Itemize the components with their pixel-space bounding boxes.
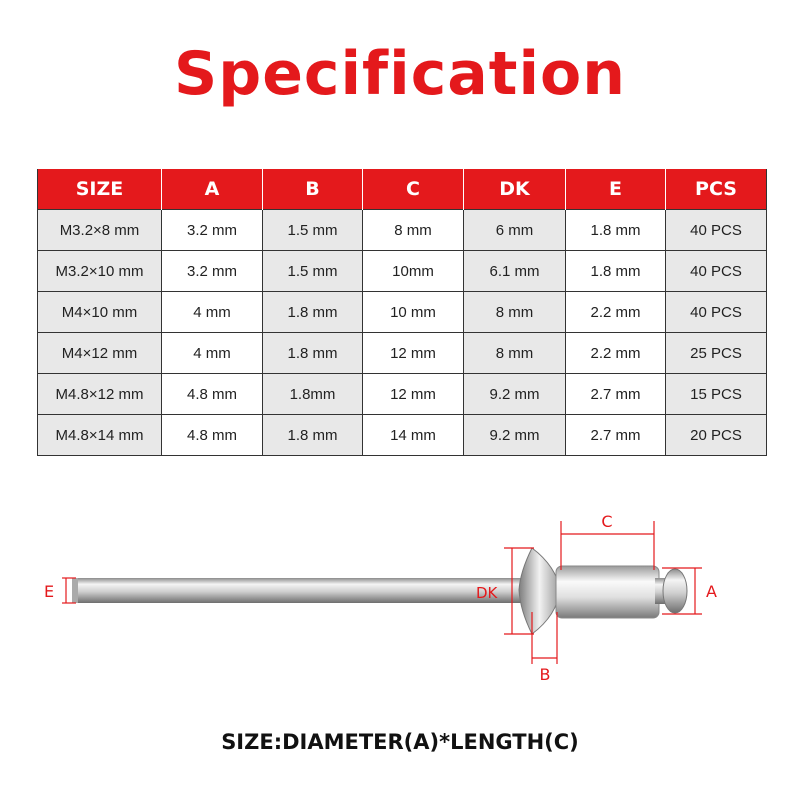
- cell-pcs: 25 PCS: [666, 333, 767, 374]
- header-pcs: PCS: [666, 169, 767, 210]
- cell-e: 2.7 mm: [566, 374, 666, 415]
- table-row: [38, 251, 767, 292]
- page-title: Specification: [174, 39, 626, 109]
- header-dk: DK: [464, 169, 566, 210]
- cell-c: 14 mm: [363, 415, 464, 456]
- cell-size: M4×12 mm: [38, 333, 162, 374]
- cell-a: 4 mm: [162, 333, 263, 374]
- label-dk: DK: [476, 584, 498, 602]
- cell-b: 1.8 mm: [263, 415, 363, 456]
- size-caption: SIZE:DIAMETER(A)*LENGTH(C): [221, 730, 579, 754]
- spec-table: [37, 169, 767, 456]
- cell-dk: 8 mm: [464, 333, 566, 374]
- header-b: B: [263, 169, 363, 210]
- cell-c: 12 mm: [363, 374, 464, 415]
- header-size: SIZE: [38, 169, 162, 210]
- table-row: [38, 415, 767, 456]
- header-a: A: [162, 169, 263, 210]
- cell-a: 4.8 mm: [162, 415, 263, 456]
- cell-e: 1.8 mm: [566, 210, 666, 251]
- cell-b: 1.8 mm: [263, 292, 363, 333]
- cell-c: 10mm: [363, 251, 464, 292]
- cell-a: 4 mm: [162, 292, 263, 333]
- cell-e: 1.8 mm: [566, 251, 666, 292]
- cell-b: 1.5 mm: [263, 210, 363, 251]
- cell-e: 2.2 mm: [566, 333, 666, 374]
- label-b: B: [539, 665, 551, 684]
- cell-size: M3.2×8 mm: [38, 210, 162, 251]
- table-row: [38, 292, 767, 333]
- table-header-row: [38, 169, 767, 210]
- cell-c: 12 mm: [363, 333, 464, 374]
- cell-size: M3.2×10 mm: [38, 251, 162, 292]
- cell-dk: 9.2 mm: [464, 374, 566, 415]
- cell-e: 2.2 mm: [566, 292, 666, 333]
- cell-pcs: 40 PCS: [666, 292, 767, 333]
- rivet-flange-shape: [519, 548, 560, 634]
- cell-b: 1.8 mm: [263, 333, 363, 374]
- cell-size: M4.8×14 mm: [38, 415, 162, 456]
- label-a: A: [706, 582, 717, 601]
- cell-pcs: 40 PCS: [666, 251, 767, 292]
- mandrel-head-shape: [655, 569, 687, 613]
- table-row: [38, 333, 767, 374]
- cell-c: 8 mm: [363, 210, 464, 251]
- cell-c: 10 mm: [363, 292, 464, 333]
- cell-e: 2.7 mm: [566, 415, 666, 456]
- cell-dk: 6 mm: [464, 210, 566, 251]
- cell-size: M4.8×12 mm: [38, 374, 162, 415]
- cell-b: 1.8mm: [263, 374, 363, 415]
- header-c: C: [363, 169, 464, 210]
- cell-a: 3.2 mm: [162, 251, 263, 292]
- table-row: [38, 210, 767, 251]
- rivet-diagram: [0, 500, 800, 700]
- cell-a: 3.2 mm: [162, 210, 263, 251]
- cell-b: 1.5 mm: [263, 251, 363, 292]
- mandrel-shape: [72, 578, 532, 603]
- cell-pcs: 20 PCS: [666, 415, 767, 456]
- cell-pcs: 40 PCS: [666, 210, 767, 251]
- label-e: E: [44, 582, 55, 601]
- table-row: [38, 374, 767, 415]
- cell-size: M4×10 mm: [38, 292, 162, 333]
- cell-dk: 9.2 mm: [464, 415, 566, 456]
- rivet-body-shape: [556, 566, 659, 618]
- cell-a: 4.8 mm: [162, 374, 263, 415]
- label-c: C: [601, 512, 613, 531]
- header-e: E: [566, 169, 666, 210]
- cell-pcs: 15 PCS: [666, 374, 767, 415]
- cell-dk: 8 mm: [464, 292, 566, 333]
- cell-dk: 6.1 mm: [464, 251, 566, 292]
